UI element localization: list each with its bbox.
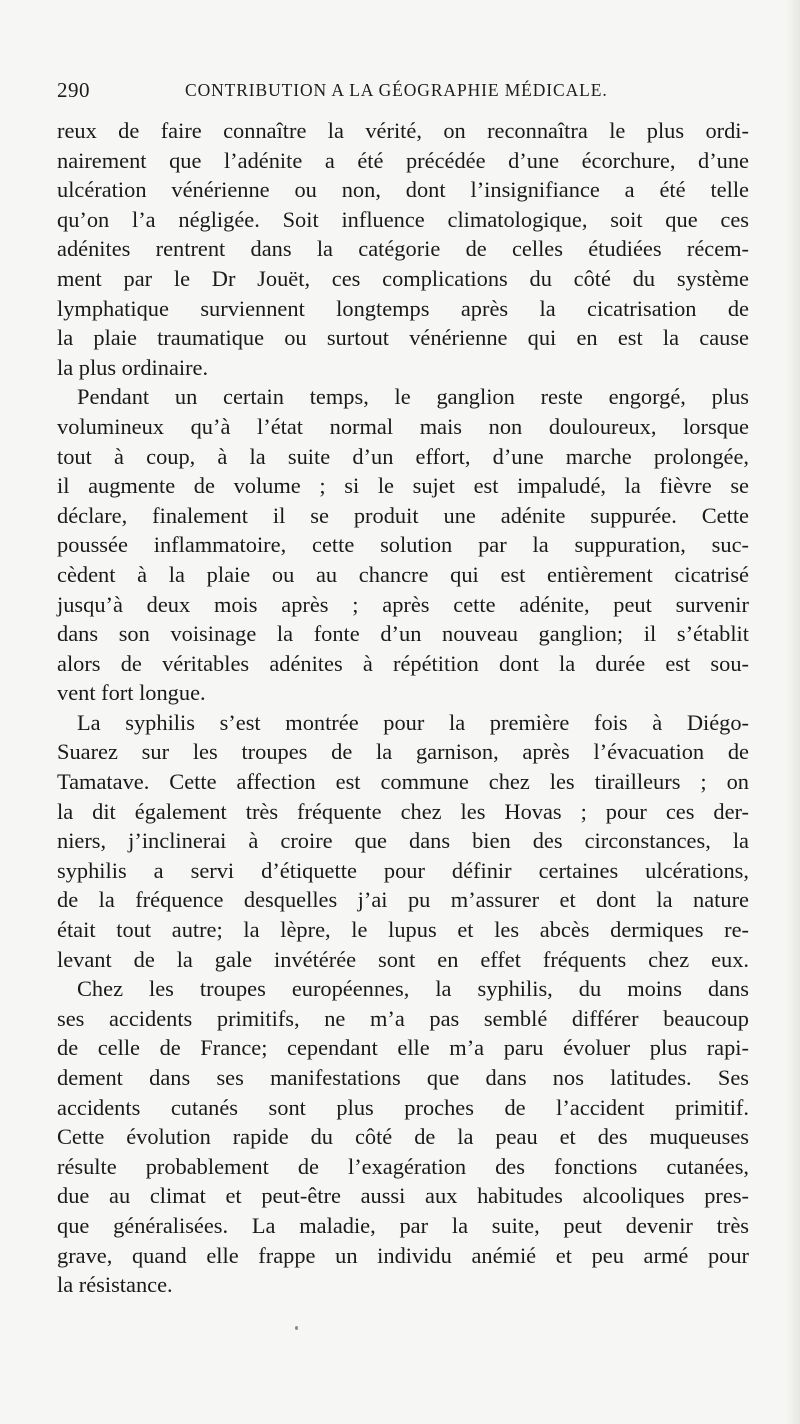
text-line: Tamatave. Cette affection est commune chez les tirailleurs ; on bbox=[57, 769, 749, 795]
text-line: de la fréquence desquelles j’ai pu m’assurer et dont la nature bbox=[57, 887, 749, 913]
text-line: Pendant un certain temps, le ganglion reste engorgé, plus bbox=[77, 384, 749, 410]
text-line: la dit également très fréquente chez les Hovas ; pour ces der- bbox=[57, 798, 749, 824]
text-line: nairement que l’adénite a été précédée d’une écorchure, d’une bbox=[57, 147, 749, 173]
running-head bbox=[57, 78, 747, 108]
text-line: dans son voisinage la fonte d’un nouveau ganglion; il s’établit bbox=[57, 621, 749, 647]
text-line: lymphatique surviennent longtemps après la cicatrisation de bbox=[57, 295, 749, 321]
page-number: 290 bbox=[57, 78, 90, 102]
text-line: la plus ordinaire. bbox=[57, 354, 209, 380]
text-line: qu’on l’a négligée. Soit influence climatologique, soit que ces bbox=[57, 206, 749, 232]
text-line: ses accidents primitifs, ne m’a pas semblé différer beaucoup bbox=[57, 1005, 749, 1031]
text-line: déclare, finalement il se produit une adénite suppurée. Cette bbox=[57, 502, 749, 528]
text-line: reux de faire connaître la vérité, on reconnaîtra le plus ordi- bbox=[57, 118, 749, 143]
text-line: grave, quand elle frappe un individu anémié et peu armé pour bbox=[57, 1242, 749, 1268]
body-text bbox=[57, 116, 749, 1300]
text-line: que généralisées. La maladie, par la suite, peut devenir très bbox=[57, 1212, 749, 1238]
text-line: alors de véritables adénites à répétition dont la durée est sou- bbox=[57, 650, 749, 676]
text-line: vent fort longue. bbox=[57, 680, 206, 706]
text-line: Suarez sur les troupes de la garnison, après l’évacuation de bbox=[57, 739, 749, 765]
text-line: cèdent à la plaie ou au chancre qui est entièrement cicatrisé bbox=[57, 561, 749, 587]
text-line: niers, j’inclinerai à croire que dans bien des circonstances, la bbox=[57, 828, 749, 854]
text-line: volumineux qu’à l’état normal mais non douloureux, lorsque bbox=[57, 413, 749, 439]
ink-speck bbox=[295, 1326, 298, 1330]
text-line: levant de la gale invétérée sont en effet fréquents chez eux. bbox=[57, 946, 749, 972]
text-line: était tout autre; la lèpre, le lupus et les abcès dermiques re- bbox=[57, 917, 749, 943]
page-gutter-shadow bbox=[786, 0, 800, 1424]
text-line: dement dans ses manifestations que dans nos latitudes. Ses bbox=[57, 1065, 749, 1090]
text-line: tout à coup, à la suite d’un effort, d’une marche prolongée, bbox=[57, 443, 749, 469]
text-line: La syphilis s’est montrée pour la première fois à Diégo- bbox=[77, 709, 749, 735]
text-line: la résistance. bbox=[57, 1272, 173, 1298]
text-line: due au climat et peut-être aussi aux habitudes alcooliques pres- bbox=[57, 1183, 749, 1209]
text-line: Cette évolution rapide du côté de la peau et des muqueuses bbox=[57, 1124, 749, 1150]
running-title: CONTRIBUTION A LA GÉOGRAPHIE MÉDICALE. bbox=[185, 80, 608, 100]
text-line: ulcération vénérienne ou non, dont l’insignifiance a été telle bbox=[57, 177, 749, 203]
text-line: syphilis a servi d’étiquette pour définir certaines ulcérations, bbox=[57, 857, 749, 883]
text-line: poussée inflammatoire, cette solution par la suppuration, suc- bbox=[57, 532, 749, 558]
text-line: ment par le Dr Jouët, ces complications du côté du système bbox=[57, 265, 749, 291]
text-line: la plaie traumatique ou surtout vénérienne qui en est la cause bbox=[57, 325, 749, 351]
text-line: accidents cutanés sont plus proches de l’accident primitif. bbox=[57, 1094, 749, 1120]
text-line: il augmente de volume ; si le sujet est impaludé, la fièvre se bbox=[57, 473, 749, 499]
text-line: jusqu’à deux mois après ; après cette adénite, peut survenir bbox=[57, 591, 749, 617]
text-line: adénites rentrent dans la catégorie de celles étudiées récem- bbox=[57, 236, 749, 262]
text-line: résulte probablement de l’exagération des fonctions cutanées, bbox=[57, 1153, 749, 1179]
text-line: Chez les troupes européennes, la syphilis, du moins dans bbox=[77, 976, 749, 1002]
text-line: de celle de France; cependant elle m’a paru évoluer plus rapi- bbox=[57, 1035, 749, 1061]
